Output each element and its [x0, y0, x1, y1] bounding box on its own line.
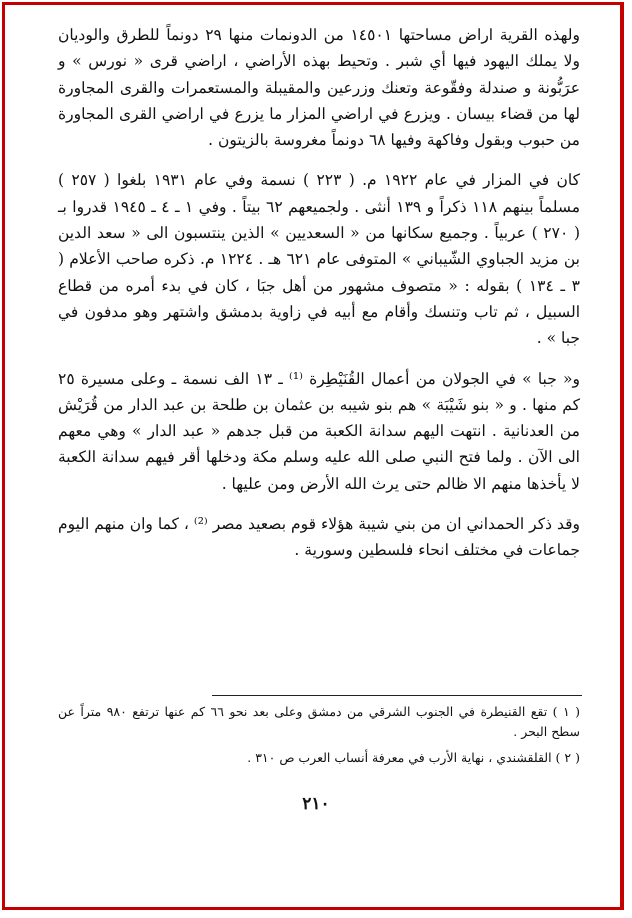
paragraph-al-mazar-lands: ولهذه القرية اراض مساحتها ١٤٥٠١ من الدونمات منها ٢٩ دونماً للطرق والوديان ولا يملك اليهود فيها أي شبر . وتحيط بهذه الأراضي ، اراضي قرى « نورس » و عرَبُّونة و صندلة وفقّوعة وتعنك وزرعين والمقيبلة والمستعمرات والقرى المجاورة لها من قضاء بيسان . ويزرع في اراضي المزار ما يزرع في اراضي القرى المجاورة من حبوب وبقول وفاكهة وفيها ٦٨ دونماً مغروسة بالزيتون . — [58, 26, 580, 150]
page-number: ٢١٠ — [302, 794, 330, 814]
footnote-1: ( ١ ) تقع القنيطرة في الجنوب الشرقي من دمشق وعلى بعد نحو ٦٦ كم عنها ترتفع ٩٨٠ متراً عن سطح البحر . — [58, 704, 580, 739]
footnote-divider — [212, 695, 582, 696]
paragraph-jaba-bani-shayba: و« جبا » في الجولان من أعمال القُنَيْطِرة ⁽¹⁾ ـ ١٣ الف نسمة ـ وعلى مسيرة ٢٥ كم منها . و « بنو شَيْبَة » هم بنو شيبه بن عثمان بن طلحة بن عبد الدار من قُرَيْش من العدنانية . انتهت اليهم سدانة الكعبة من قبل جدهم « عبد الدار » وهي معهم الى الآن . ولما فتح النبي صلى الله عليه وسلم مكة ودخلها أقر فيهم سدانة الكعبة لا يأخذها منهم الا ظالم حتى يرث الله الأرض ومن عليها . — [58, 369, 581, 493]
paragraph-population: كان في المزار في عام ١٩٢٢ م. ( ٢٢٣ ) نسمة وفي عام ١٩٣١ بلغوا ( ٢٥٧ ) مسلماً بينهم ١١٨ ذكراً و ١٣٩ أنثى . ولجميعهم ٦٢ بيتاً . وفي ١ ـ ٤ ـ ١٩٤٥ قدروا بـ ( ٢٧٠ ) عربياً . وجميع سكانها من « السعديين » الذين ينتسبون الى « سعد الدين بن مزيد الجباوي الشّيباني » المتوفى عام ٦٢١ هـ . ١٢٢٤ م. ذكره صاحب الأعلام ( ٣ ـ ١٣٤ ) بقوله : « متصوف مشهور من أهل جبَا ، كان في بدء أمره من قطاع السبيل ، ثم تاب وتنسك وأقام مع أبيه في زاوية بدمشق واشتهر وهو مدفون في جبا » . — [58, 171, 581, 348]
main-text — [58, 22, 580, 578]
footnotes — [58, 702, 580, 774]
paragraph-hamdani: وقد ذكر الحمداني ان من بني شيبة هؤلاء قوم بصعيد مصر ⁽²⁾ ، كما وان منهم اليوم جماعات في مختلف انحاء فلسطين وسورية . — [58, 515, 581, 560]
footnote-2: ( ٢ ) القلقشندي ، نهاية الأرب في معرفة أنساب العرب ص ٣١٠ . — [247, 750, 580, 765]
